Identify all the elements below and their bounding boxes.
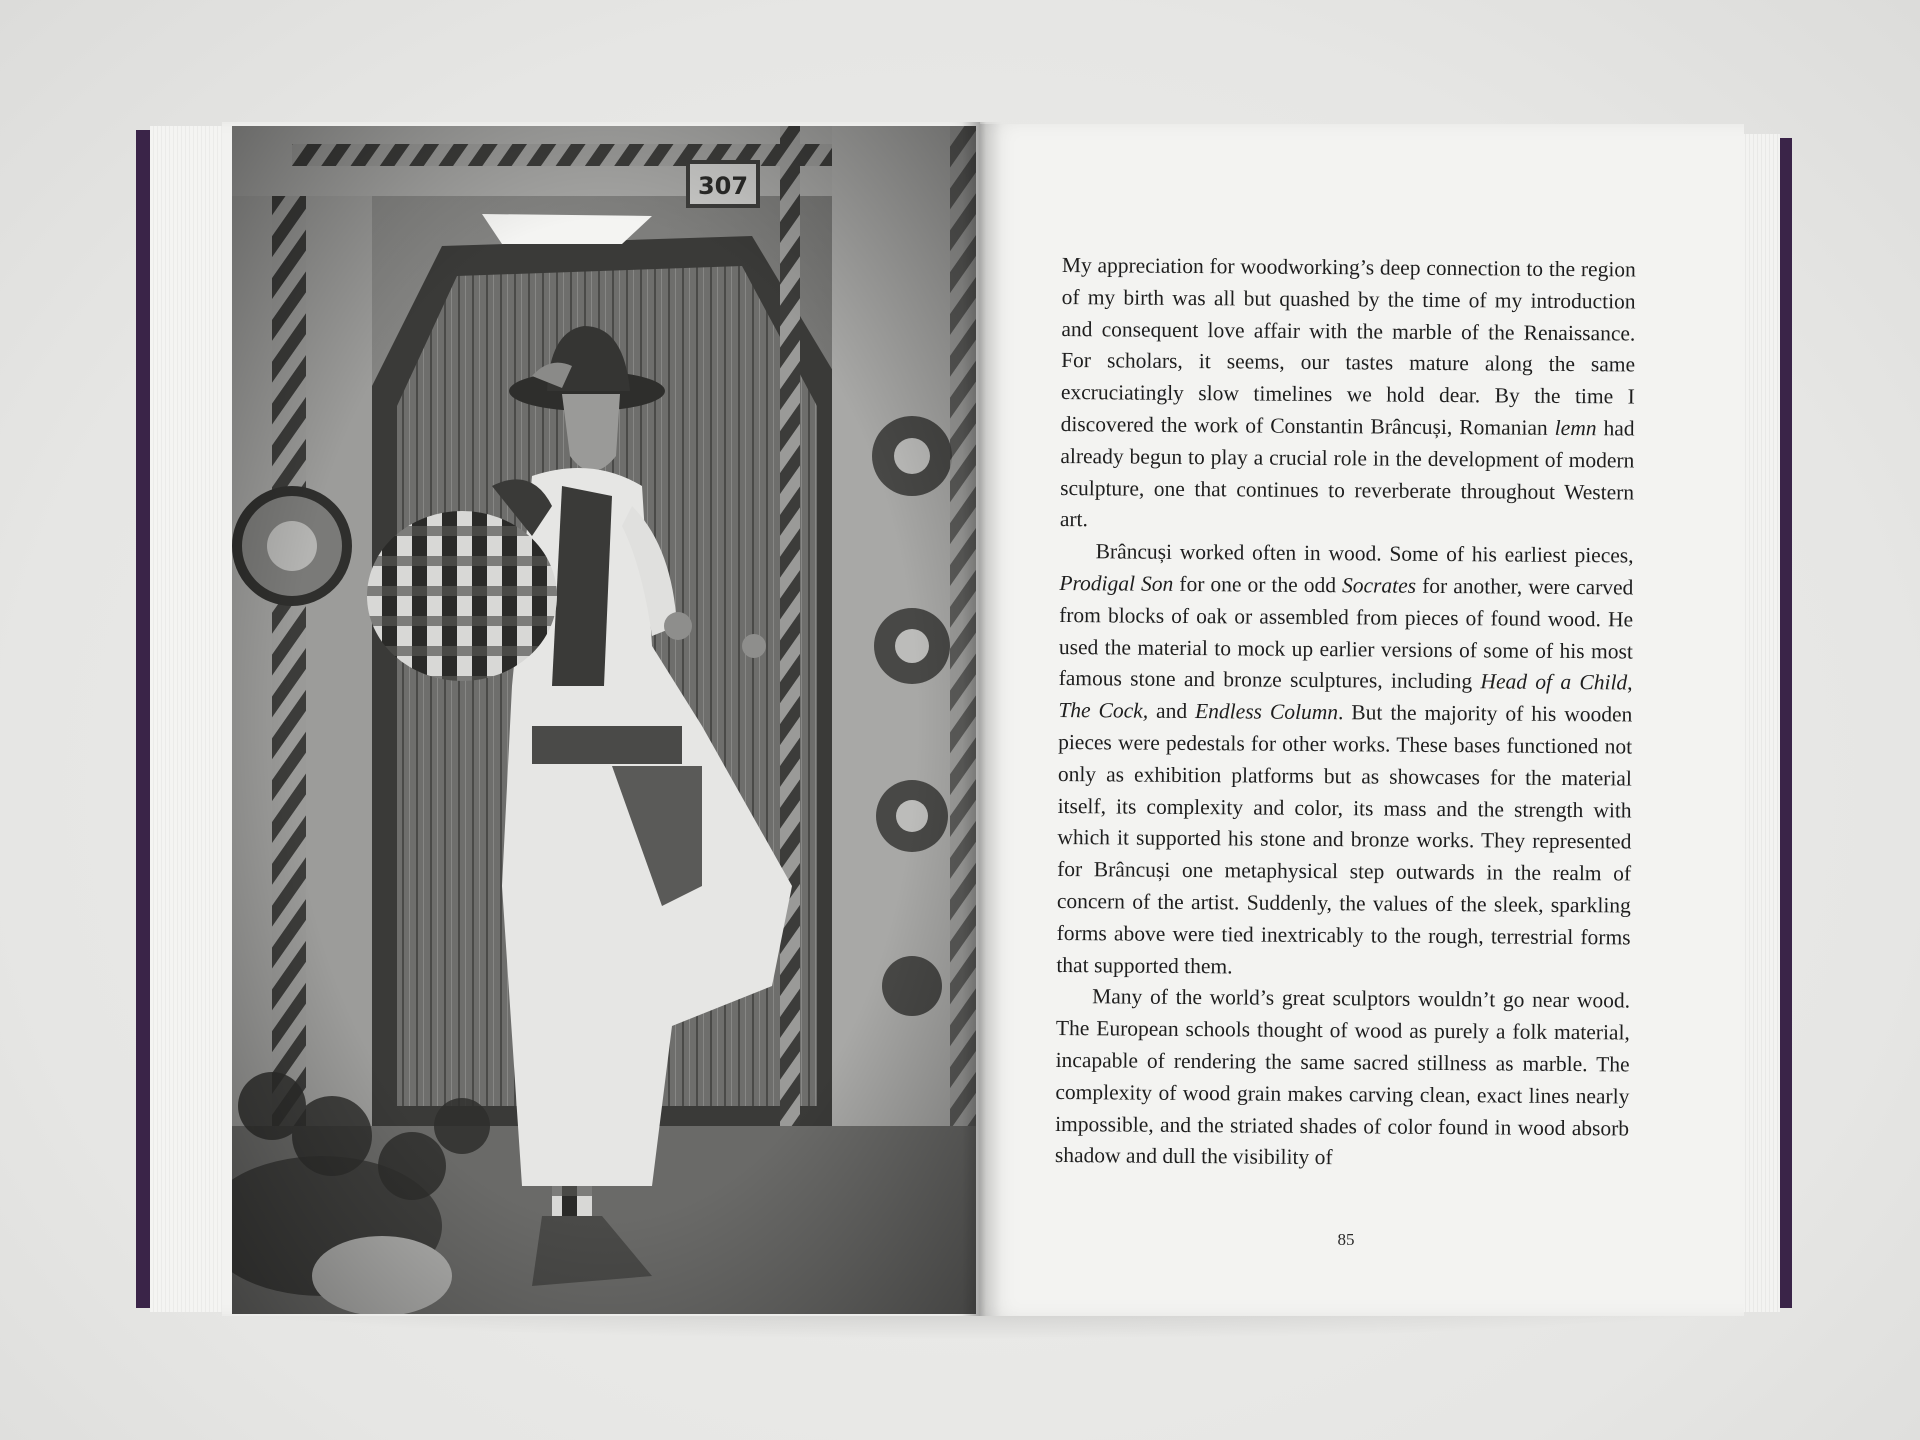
- italic-title: The Cock,: [1058, 698, 1149, 723]
- italic-title: Prodigal Son: [1059, 570, 1174, 596]
- text-run: for another, were carved from blocks of oak or assembled from pieces of found wood. He used the material to mock up earlier versions of some of his most famous stone and bronze sculptures, including: [1058, 573, 1634, 694]
- page-number: 85: [1337, 1230, 1355, 1249]
- book-gutter-shadow: [962, 122, 1002, 1316]
- text-run: . But the majority of his wooden pieces were pedestals for other works. These bases functioned not only as exhibition platforms but as showcases for the material itself, its complexity and color, its mass and the strength with which it supported his stone and bronze works. They represented for Brâncuși one metaphysical step outwards in the realm of concern of the artist. Suddenly, the values of the sleek, sparkling forms above were tied inextricably to the rough, terrestrial forms that supported them.: [1056, 700, 1633, 978]
- text-run: ,: [1627, 670, 1633, 695]
- book-cover-left-edge: [136, 130, 150, 1308]
- italic-title: Head of a Child: [1480, 669, 1628, 695]
- paragraph: [1060, 250, 1636, 541]
- text-run: had already begun to play a crucial role in the development of modern sculpture, one that continues to reverberate throughout Western art.: [1059, 416, 1635, 532]
- italic-title: Socrates: [1341, 573, 1417, 598]
- photograph-man-at-carved-gate: [232, 126, 976, 1314]
- body-text: [1055, 250, 1636, 1177]
- text-run: and: [1148, 698, 1196, 724]
- text-run: Many of the world’s great sculptors wouldn’t go near wood. The European schools thought of wood as purely a folk material, incapable of rendering the same sacred stillness as marble. The complexity of wood grain makes carving clean, exact lines nearly impossible, and the striated shades of color found in wood absorb shadow and dull the visibility of: [1054, 984, 1631, 1170]
- text-run: Brâncuși worked often in wood. Some of his earliest pieces,: [1095, 539, 1634, 568]
- paragraph: [1055, 981, 1630, 1176]
- text-run: for one or the odd: [1173, 571, 1343, 598]
- italic-title: Endless Column: [1195, 699, 1339, 725]
- paragraph: [1056, 536, 1633, 986]
- page-edges-right: [1742, 134, 1780, 1312]
- text-run: My appreciation for woodworking’s deep connection to the region of my birth was all but quashed by the time of my introduction and consequent love affair with the marble of the Renaissance. For scholars, it seems, our tastes mature along the same excruciatingly slow timelines we hold dear. By the time I discovered the work of Constantin Brâncuși, Romanian: [1060, 252, 1636, 440]
- book-cover-right-edge: [1780, 138, 1792, 1308]
- italic-title: lemn: [1554, 415, 1597, 441]
- page-edges-left: [150, 126, 230, 1312]
